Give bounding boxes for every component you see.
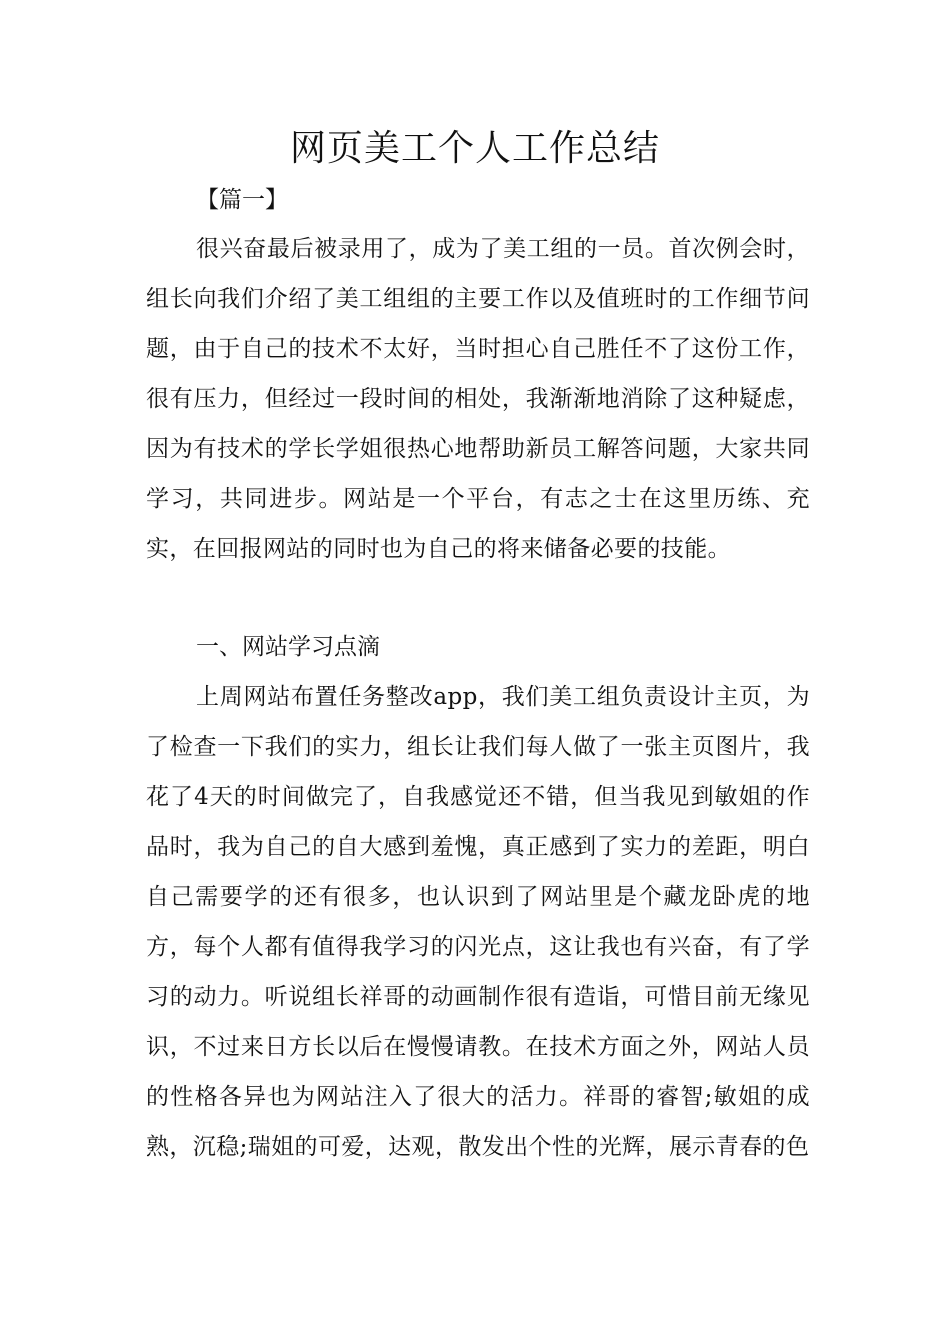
section-heading: 一、网站学习点滴: [196, 634, 380, 660]
paragraph-intro: 很兴奋最后被录用了，成为了美工组的一员。首次例会时，组长向我们介绍了美工组组的主要工作以及值班时的工作细节问题，由于自己的技术不太好，当时担心自己胜任不了这份工作，很有压力，但经过一段时间的相处，我渐渐地消除了这种疑虑，因为有技术的学长学姐很热心地帮助新员工解答问题，大家共同学习，共同进步。网站是一个平台，有志之士在这里历练、充实，在回报网站的同时也为自己的将来储备必要的技能。: [146, 236, 810, 562]
section-label: 【篇一】: [196, 187, 288, 213]
document-title: 网页美工个人工作总结: [289, 128, 660, 169]
paragraph-learning: 上周网站布置任务整改app，我们美工组负责设计主页，为了检查一下我们的实力，组长让我们每人做了一张主页图片，我花了4天的时间做完了，自我感觉还不错，但当我见到敏姐的作品时，我为自己的自大感到羞愧，真正感到了实力的差距，明白自己需要学的还有很多，也认识到了网站里是个藏龙卧虎的地方，每个人都有值得我学习的闪光点，这让我也有兴奋，有了学习的动力。听说组长祥哥的动画制作很有造诣，可惜目前无缘见识，不过来日方长以后在慢慢请教。在技术方面之外，网站人员的性格各异也为网站注入了很大的活力。祥哥的睿智;敏姐的成熟，沉稳;瑞姐的可爱，达观，散发出个性的光辉，展示青春的色: [146, 684, 810, 1160]
